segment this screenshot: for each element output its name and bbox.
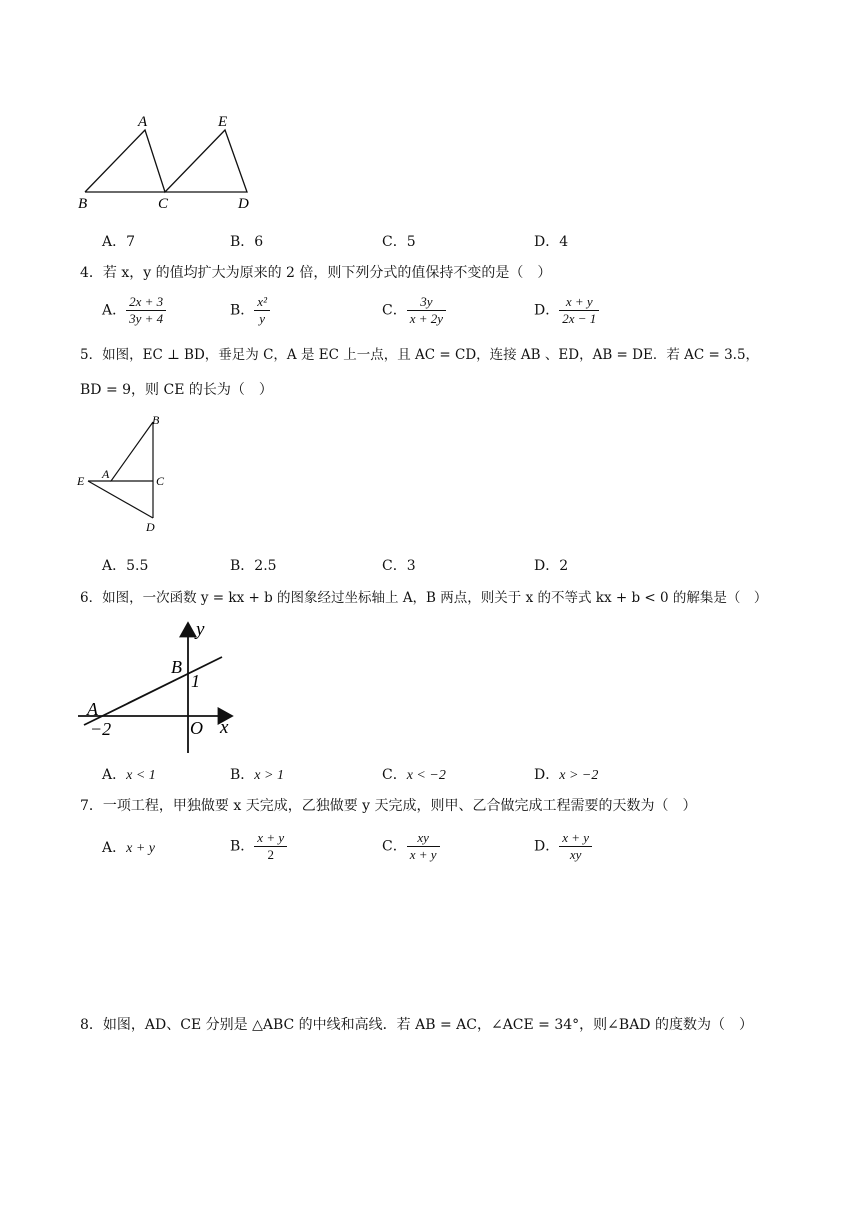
q6-option-a[interactable]: A．x < 1 <box>102 767 156 783</box>
q8-stem: 8．如图，AD、CE 分别是 △ABC 的中线和高线．若 AB = AC，∠ACE = 34°，则∠BAD 的度数为（ ） <box>80 1017 753 1033</box>
label-A: A <box>87 699 98 719</box>
axis-y-label: y <box>196 619 205 640</box>
label-O: O <box>190 718 203 738</box>
label-neg2: −2 <box>90 719 112 739</box>
label-one: 1 <box>191 671 200 691</box>
q6-option-d[interactable]: D．x > −2 <box>534 767 599 783</box>
q6-stem: 6．如图，一次函数 y = kx + b 的图象经过坐标轴上 A，B 两点，则关于 x 的不等式 kx + b < 0 的解集是（ ） <box>80 590 768 606</box>
q4-option-a[interactable]: A． $\frac{2x + 3}{3y + 4}$ <box>102 294 166 327</box>
label-C: C <box>158 196 169 212</box>
q5-stem-line1: 5．如图，EC ⊥ BD，垂足为 C，A 是 EC 上一点，且 AC = CD，连接 AB 、ED，AB = DE．若 AC = 3.5， <box>80 347 760 363</box>
q3-option-b[interactable]: B．6 <box>230 234 264 250</box>
q7-option-a[interactable]: A．x + y <box>102 840 155 856</box>
label-C: C <box>156 474 165 488</box>
q7-option-c[interactable]: C． $\frac{xy}{x + y}$ <box>382 830 440 863</box>
q6-option-c[interactable]: C．x < −2 <box>382 767 446 783</box>
q3-option-a[interactable]: A．7 <box>102 234 136 250</box>
q5-stem-line2: BD = 9，则 CE 的长为（ ） <box>80 382 273 398</box>
q4-option-c[interactable]: C． $\frac{3y}{x + 2y}$ <box>382 294 446 327</box>
label-B: B <box>78 196 88 212</box>
q3-option-c[interactable]: C．5 <box>382 234 416 250</box>
axis-x-label: x <box>220 717 229 738</box>
q3-option-d[interactable]: D．4 <box>534 234 569 250</box>
q6-graph <box>72 615 242 760</box>
q5-option-c[interactable]: C．3 <box>382 558 416 574</box>
label-A: A <box>138 114 148 130</box>
q7-option-d[interactable]: D． $\frac{x + y}{xy}$ <box>534 830 592 863</box>
q4-stem: 4．若 x，y 的值均扩大为原来的 2 倍，则下列分式的值保持不变的是（ ） <box>80 265 552 281</box>
q4-option-b[interactable]: B． $\frac{\text{x²}}{y}$ <box>230 294 270 327</box>
q4-option-d[interactable]: D． $\frac{x + y}{2x - 1}$ <box>534 294 599 327</box>
label-A: A <box>102 467 110 481</box>
label-B: B <box>171 657 182 677</box>
label-D: D <box>238 196 249 212</box>
triangles-figure <box>70 108 270 218</box>
q5-figure <box>72 410 182 540</box>
label-D: D <box>146 520 155 534</box>
q5-option-b[interactable]: B．2.5 <box>230 558 277 574</box>
label-E: E <box>77 474 85 488</box>
q5-option-d[interactable]: D．2 <box>534 558 569 574</box>
label-E: E <box>218 114 228 130</box>
label-B: B <box>152 413 160 427</box>
q5-option-a[interactable]: A．5.5 <box>102 558 149 574</box>
q7-stem: 7．一项工程，甲独做要 x 天完成，乙独做要 y 天完成，则甲、乙合做完成工程需要的天数为（ ） <box>80 798 697 814</box>
q7-option-b[interactable]: B． $\frac{x + y}{2}$ <box>230 830 287 863</box>
q6-option-b[interactable]: B．x > 1 <box>230 767 284 783</box>
